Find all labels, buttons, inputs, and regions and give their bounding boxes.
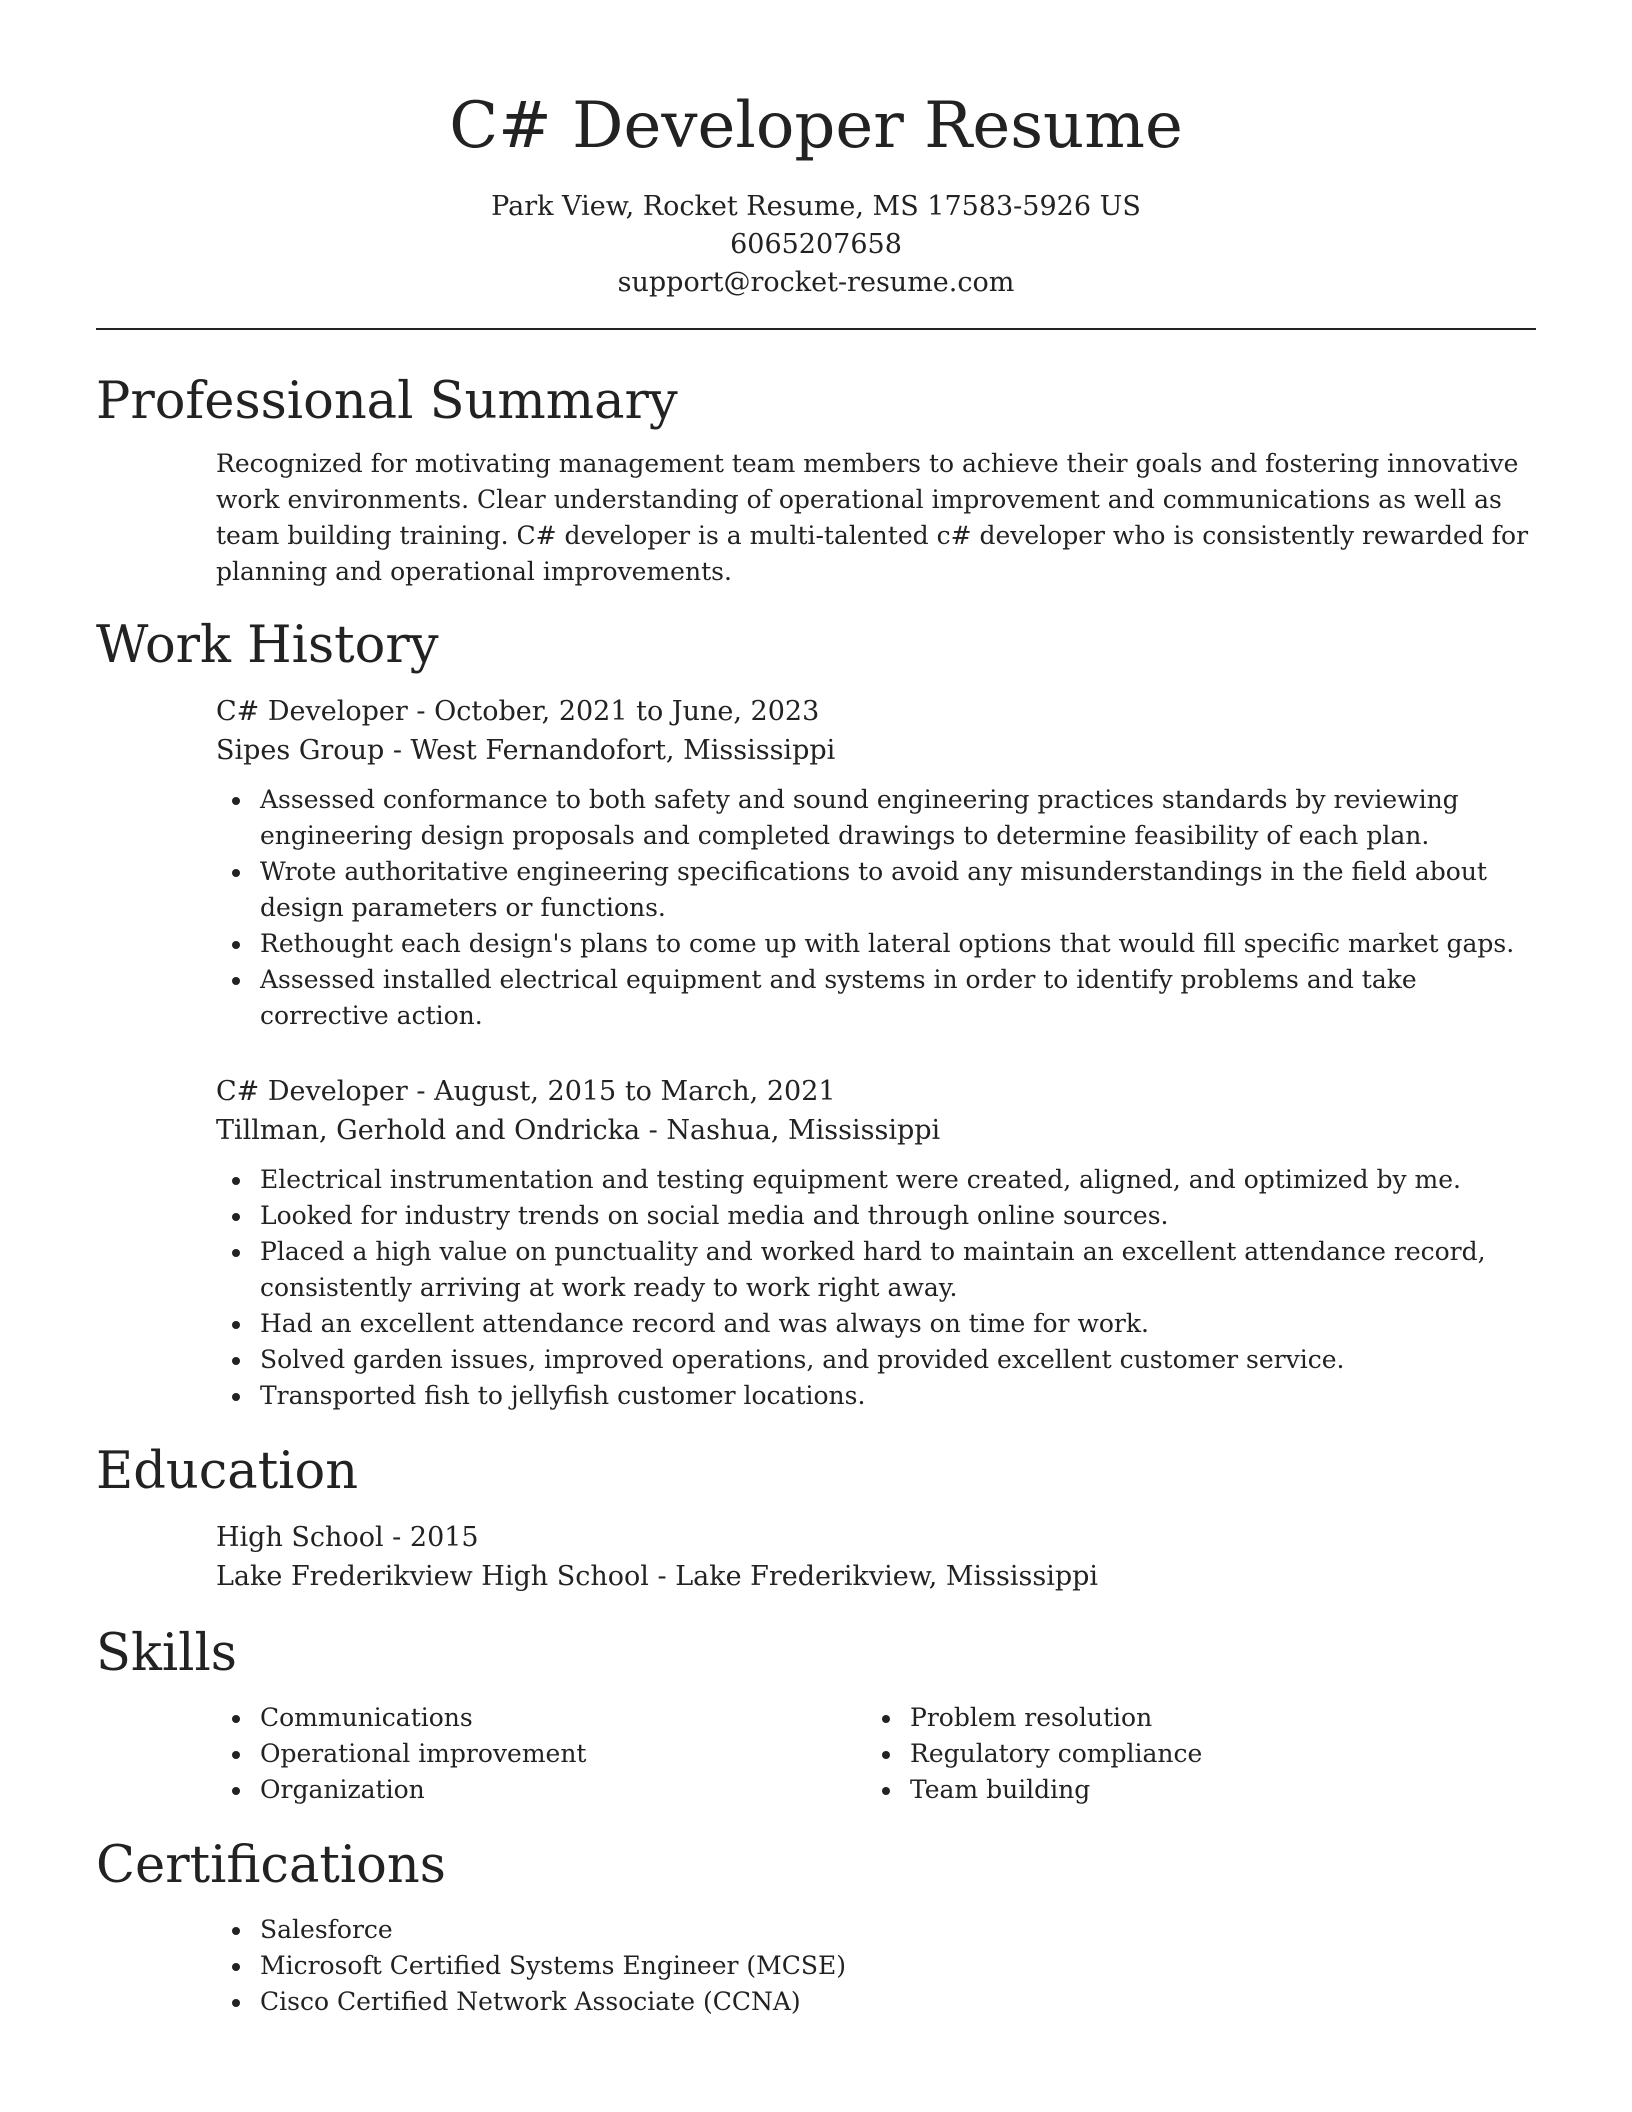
job-location: Nashua, Mississippi [666,1115,941,1146]
skill-item: Problem resolution [866,1700,1516,1736]
professional-summary-section [96,370,1536,590]
job-bullet: Assessed installed electrical equipment and systems in order to identify problems and take corrective action. [216,962,1536,1034]
job-company-line [216,731,1536,770]
school-location: Lake Frederikview, Mississippi [675,1561,1099,1592]
job-bullet: Placed a high value on punctuality and worked hard to maintain an excellent attendance record, consistently arriving at work ready to work right away. [216,1234,1536,1306]
job-role-line [216,1072,1536,1111]
job-company: Tillman, Gerhold and Ondricka [216,1115,641,1146]
contact-info [96,188,1536,302]
education-entry [216,1518,1536,1596]
certification-item: Cisco Certified Network Associate (CCNA) [216,1984,1536,2020]
separator: - [407,696,435,727]
job-bullet: Electrical instrumentation and testing equipment were created, aligned, and optimized by me. [216,1162,1536,1198]
skills-section [96,1622,1536,1808]
skills-list-left [216,1700,866,1808]
separator: - [384,735,411,766]
job-company: Sipes Group [216,735,385,766]
separator: - [383,1522,410,1553]
skill-item: Operational improvement [216,1736,866,1772]
certifications-list [216,1912,1536,2020]
certification-item: Salesforce [216,1912,1536,1948]
job-bullet: Rethought each design's plans to come up with lateral options that would fill specific market gaps. [216,926,1536,962]
certifications-list-wrapper [216,1912,1536,2020]
skills-list-right [866,1700,1516,1808]
phone: 6065207658 [730,229,902,260]
degree-line [216,1518,1536,1557]
school-line [216,1557,1536,1596]
job-dates: August, 2015 to March, 2021 [434,1076,836,1107]
education-section [96,1440,1536,1596]
job-bullets [216,1162,1536,1414]
job-role: C# Developer [216,696,408,727]
skills-column-right [866,1700,1516,1808]
section-title-education: Education [96,1442,359,1501]
skills-column-left [216,1700,866,1808]
job-role: C# Developer [216,1076,408,1107]
job-company-line [216,1111,1536,1150]
job-bullet: Wrote authoritative engineering specifications to avoid any misunderstandings in the field about design parameters or functions. [216,854,1536,926]
address: Park View, Rocket Resume, MS 17583-5926 US [491,191,1141,222]
job-dates: October, 2021 to June, 2023 [434,696,820,727]
skill-item: Regulatory compliance [866,1736,1516,1772]
job-entry [216,692,1536,1034]
job-bullet: Assessed conformance to both safety and sound engineering practices standards by reviewing engineering design proposals and completed drawings to determine feasibility of each plan. [216,782,1536,854]
separator: - [640,1115,667,1146]
job-bullet: Looked for industry trends on social media and through online sources. [216,1198,1536,1234]
job-role-line [216,692,1536,731]
summary-text: Recognized for motivating management team members to achieve their goals and fostering innovative work environments. Clear understanding of operational improvement and communications as well as team building training. C# developer is a multi-talented c# developer who is consistently rewarded for planning and operational improvements. [216,449,1529,586]
header-divider [96,328,1536,330]
skill-item: Organization [216,1772,866,1808]
section-title-certifications: Certifications [96,1836,446,1895]
job-bullet: Solved garden issues, improved operations, and provided excellent customer service. [216,1342,1536,1378]
certifications-section [96,1834,1536,2020]
skill-item: Team building [866,1772,1516,1808]
section-title-summary: Professional Summary [96,372,678,431]
job-bullet: Had an excellent attendance record and was always on time for work. [216,1306,1536,1342]
resume-header [96,0,1536,302]
job-bullets [216,782,1536,1034]
certification-item: Microsoft Certified Systems Engineer (MCSE) [216,1948,1536,1984]
job-entry [216,1072,1536,1414]
job-location: West Fernandofort, Mississippi [410,735,836,766]
section-title-work: Work History [96,616,439,675]
section-title-skills: Skills [96,1624,237,1683]
degree: High School [216,1522,384,1553]
email: support@rocket-resume.com [617,267,1015,298]
job-bullet: Transported fish to jellyfish customer locations. [216,1378,1536,1414]
graduation-year: 2015 [409,1522,479,1553]
skills-grid [216,1700,1536,1808]
resume-title: C# Developer Resume [449,89,1183,163]
separator: - [407,1076,435,1107]
skill-item: Communications [216,1700,866,1736]
separator: - [648,1561,676,1592]
work-history-section [96,614,1536,1414]
school-name: Lake Frederikview High School [216,1561,649,1592]
